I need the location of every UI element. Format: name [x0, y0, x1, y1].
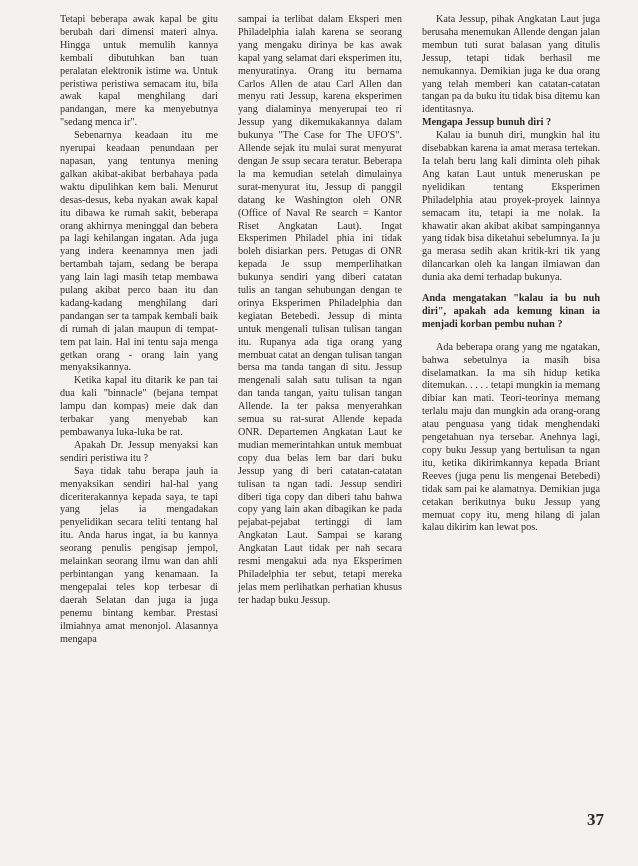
paragraph: sampai ia terlibat dalam Eksperi men Philadelphia ialah karena se seorang yang mengaku dirinya be kas awak kapal yang selamat dari eksperimen itu, menyuratinya. Orang itu bernama Carlos Allen de atau Carl Allen dan menyu rati Jessup, karena eksperimen yang dialaminya menyerupai teo ri Jessup yang dikemukakannya dalam bukunya "The Case for The UFO'S". Allende sejak itu mulai surat menyurat dengan Je ssup secara teratur. Beberapa la ma kemudian setelah dimulainya surat-menyurat itu, Jessup di panggil datang ke Washington oleh ONR (Office of Naval Re search = Kantor Riset Angkatan Laut). Ingat Eksperimen Philadel phia ini tidak boleh disiarkan pers. Petugas di ONR kepada Je ssup memperlihatkan bukunya sendiri yang diberi catatan tulis an tangan sehubungan dengan te orinya Eksperimen Philadelphia dan kegiatan Betebedi. Jessup di minta untuk mengenali tulisan tulisan tangan itu. Rupanya ada tiga orang yang membuat catat an dengan tulisan tangan bersa ma tanda tangan di situ. Jessup mengenali salah satu tulisan ta ngan dan tanda tangan, yaitu tulisan tangan Allende. Ia ter paksa menyerahkan semua su rat-surat Allende kepada ONR. Departemen Angkatan Laut ke mudian memerintahkan untuk membuat copy dua belas lem bar dari buku Jessup yang di beri catatan-catatan tulisan ta ngan tadi. Jessup sendiri diberi tiga copy dan diberi tahu bahwa copy yang lain akan dibagikan ke pada pejabat-pejabat tertinggi di lam Angkatan Laut. Sampai se karang Angkatan Laut tidak per nah secara resmi mengakui ada nya Eksperimen Philadelphia ter sebut, tetapi mereka jelas mem perlihatkan perhatian khusus ter hadap buku Jessup. — [238, 14, 402, 606]
section-heading: Mengapa Jessup bunuh diri ? — [422, 117, 552, 129]
paragraph: Ada beberapa orang yang me ngatakan, bahwa sebetulnya ia masih bisa diselamatkan. Ia ma sih hidup ketika ditemukan. . . . . tetapi mungkin ia memang dibiar kan mati. Teori-teorinya memang terlalu maju dan mungkin ada orang-orang atau penguasa yang tidak menghendaki pengetahuan nya tersebar. Anehnya lagi, copy buku Jessup yang bertulisan ta ngan itu, ketika dikirimkannya kepada Briant Reeves (juga penu lis mengenai Betebedi) tidak sam pai ke alamatnya. Demikian juga cetakan berikutnya buku Jessup yang memuat copy itu, meng hilang di jalan kalau dikirim kan lewat pos. — [422, 341, 600, 534]
paragraph: Kata Jessup, pihak Angkatan Laut juga berusaha menemukan Allende dengan jalan membun tuti surat balasan yang ditulis Jessup, tetapi tidak berhasil me nemukannya. Demikian juga ke dua orang yang telah memberi kan catatan-catatan tangan pa da buku itu tidak bisa ditemu kan identitasnya. — [422, 14, 600, 116]
page-number: 37 — [587, 810, 604, 829]
interview-question: Anda mengatakan "kalau ia bu nuh diri", apakah ada kemung kinan ia menjadi korban pembu nuhan ? — [422, 293, 600, 330]
paragraph: Sebenarnya keadaan itu me nyerupai keadaan penundaan per napasan, yang tentunya mening galkan akibat-akibat berbahaya pada waktu dipulihkan kem bali. Menurut desas-desus, keba nyakan awak kapal itu dibawa ke rumah sakit, beberapa orang akhirnya meninggal dan bebera pa lagi kehilangan ingatan. Ada juga yang indera keenamnya men jadi bertambah tajam, sedang be berapa yang lain lagi masih tetap membawa pulang akibat perco baan itu dan kadang-kadang menghilang dari pandangan ser ta tampak kembali baik di rumah di jalan maupun di tempat-tem pat lain. Hal ini tentu saja menga getkan orang - orang lain yang menyaksikannya. — [60, 130, 218, 374]
paragraph: Ketika kapal itu ditarik ke pan tai dua kali "binnacle" (bejana tempat lampu dan kompas) meie dak dan terbakar yang menyebab kan pembawanya luka-luka be rat. — [60, 375, 218, 438]
column-right — [422, 14, 600, 814]
paragraph: Saya tidak tahu berapa jauh ia menyaksikan sendiri hal-hal yang diceriterakannya kepada saya, te tapi yang jelas ia mengadakan penyelidikan secara teliti tentang hal itu. Anda harus ingat, ia bu kannya seorang penulis pengisap jempol, melainkan seorang ilmu wan dan ahli perbintangan yang kenamaan. Ia mengepalai teles kop terbesar di daerah Selatan dan juga ia juga penemu bintang kembar. Prestasi ilmiahnya amat menonjol. Alasannya mengapa — [60, 465, 218, 645]
interview-question: Apakah Dr. Jessup menyaksi kan sendiri peristiwa itu ? — [60, 439, 218, 464]
paragraph: Tetapi beberapa awak kapal be gitu berubah dari dimensi materi alnya. Hingga untuk memulih kannya kembali dibutuhkan ban tuan peralatan elektronik istime wa. Untuk peristiwa peristiwa semacam itu, bila awak kapal menghilang dari pandangan, mere ka menyebutnya "sedang menca ir". — [60, 14, 218, 129]
column-middle — [238, 14, 402, 606]
column-left — [60, 14, 218, 645]
paragraph: Kalau ia bunuh diri, mungkin hal itu disebabkan karena ia amat merasa tertekan. Ia telah beru lang kali diminta oleh pihak Ang katan Laut untuk meneruskan pe nyelidikan tentang Eksperimen Philadelphia atau proyek-proyek lainnya semacam itu, tetapi ia me nolak. Ia khawatir akan akibat akibat sampingannya yang tidak bisa diketahui sebelumnya. Ia ju ga merasa sedih akan kritik-kri tik yang dilancarkan oleh ka langan ilmiawan dan dunia aka demi terhadap bukunya. — [422, 130, 600, 284]
